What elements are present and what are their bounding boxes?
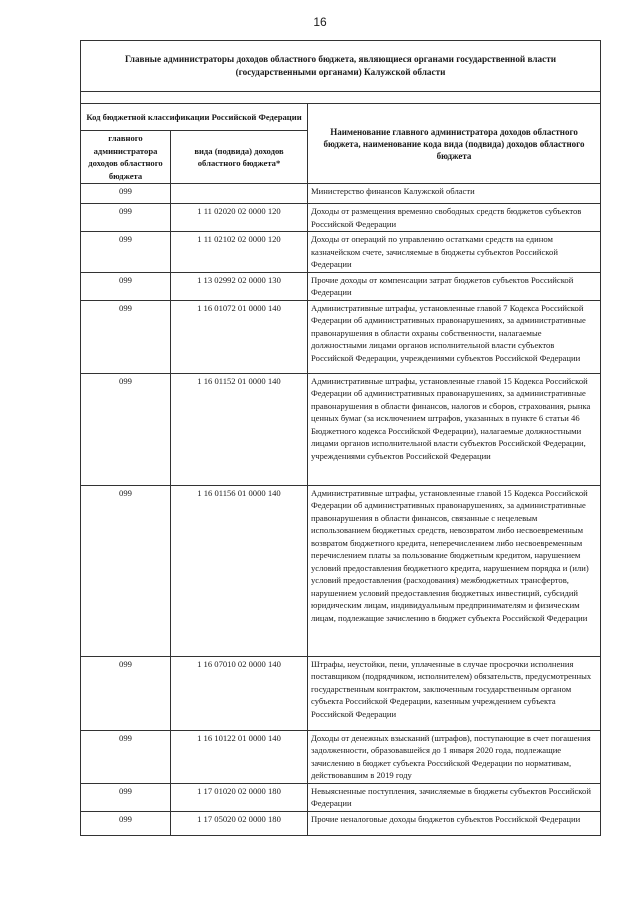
- admin-code-cell: 099: [81, 811, 171, 835]
- table-row: [81, 373, 601, 485]
- header-revenue-code: вида (подвида) доходов областного бюджета*: [171, 131, 308, 184]
- table-row: [81, 811, 601, 835]
- header-classification-code: Код бюджетной классификации Российской Федерации: [81, 104, 308, 131]
- revenue-name-cell: Прочие доходы от компенсации затрат бюджетов субъектов Российской Федерации: [308, 272, 601, 300]
- revenue-name-cell: Административные штрафы, установленные главой 7 Кодекса Российской Федерации об административных правонарушениях, за административные правонарушения в области охраны собственности, налагаемые должностными лицами органов исполнительной власти субъектов Российской Федерации, учреждениями субъектов Российской Федерации: [308, 300, 601, 373]
- revenue-code-cell: 1 11 02102 02 0000 120: [171, 232, 308, 273]
- revenue-code-cell: 1 17 01020 02 0000 180: [171, 783, 308, 811]
- revenue-code-cell: 1 16 10122 01 0000 140: [171, 730, 308, 783]
- table-row: [81, 204, 601, 232]
- admin-code-cell: 099: [81, 730, 171, 783]
- table-row: [81, 232, 601, 273]
- admin-code-cell: 099: [81, 485, 171, 656]
- table-body: [81, 184, 601, 836]
- table-title: Главные администраторы доходов областного бюджета, являющиеся органами государственной власти (государственными органами) Калужской области: [81, 41, 601, 92]
- table-row: [81, 485, 601, 656]
- header-name: Наименование главного администратора доходов областного бюджета, наименование кода вида (подвида) доходов областного бюджета: [308, 104, 601, 184]
- spacer-row: [81, 92, 601, 104]
- header-row-1: [81, 104, 601, 131]
- revenue-administrators-table: [80, 40, 601, 836]
- table-row: [81, 184, 601, 204]
- revenue-code-cell: 1 11 02020 02 0000 120: [171, 204, 308, 232]
- revenue-code-cell: 1 17 05020 02 0000 180: [171, 811, 308, 835]
- revenue-name-cell: Министерство финансов Калужской области: [308, 184, 601, 204]
- admin-code-cell: 099: [81, 272, 171, 300]
- revenue-code-cell: [171, 184, 308, 204]
- admin-code-cell: 099: [81, 656, 171, 730]
- admin-code-cell: 099: [81, 300, 171, 373]
- revenue-name-cell: Прочие неналоговые доходы бюджетов субъектов Российской Федерации: [308, 811, 601, 835]
- revenue-name-cell: Доходы от операций по управлению остатками средств на едином казначейском счете, зачисляемые в бюджеты субъектов Российской Федерации: [308, 232, 601, 273]
- header-admin-code: главного администратора доходов областного бюджета: [81, 131, 171, 184]
- table-row: [81, 300, 601, 373]
- admin-code-cell: 099: [81, 184, 171, 204]
- revenue-code-cell: 1 16 01072 01 0000 140: [171, 300, 308, 373]
- revenue-code-cell: 1 13 02992 02 0000 130: [171, 272, 308, 300]
- table-title-row: [81, 41, 601, 92]
- admin-code-cell: 099: [81, 204, 171, 232]
- revenue-name-cell: Административные штрафы, установленные главой 15 Кодекса Российской Федерации об административных правонарушениях, за административные правонарушения в области финансов, связанные с нецелевым использованием бюджетных средств, невозвратом либо несвоевременным возвратом бюджетного кредита, неперечислением либо несвоевременным перечислением платы за пользование бюджетным кредитом, нарушением условий предоставления бюджетного кредита, нарушением порядка и (или) условий предоставления (расходования) межбюджетных трансфертов, нарушением условий предоставления бюджетных инвестиций, субсидий юридическим лицам, индивидуальным предпринимателям и физическим лицам, подлежащие зачислению в бюджет субъекта Российской Федерации: [308, 485, 601, 656]
- revenue-code-cell: 1 16 07010 02 0000 140: [171, 656, 308, 730]
- table-row: [81, 783, 601, 811]
- table-row: [81, 656, 601, 730]
- revenue-name-cell: Доходы от размещения временно свободных средств бюджетов субъектов Российской Федерации: [308, 204, 601, 232]
- admin-code-cell: 099: [81, 373, 171, 485]
- revenue-name-cell: Штрафы, неустойки, пени, уплаченные в случае просрочки исполнения поставщиком (подрядчиком, исполнителем) обязательств, предусмотренных государственным контрактом, заключенным государственным органом субъекта Российской Федерации, казенным учреждением субъекта Российской Федерации: [308, 656, 601, 730]
- revenue-code-cell: 1 16 01156 01 0000 140: [171, 485, 308, 656]
- revenue-name-cell: Доходы от денежных взысканий (штрафов), поступающие в счет погашения задолженности, образовавшейся до 1 января 2020 года, подлежащие зачислению в бюджет субъекта Российской Федерации по нормативам, действовавшим в 2019 году: [308, 730, 601, 783]
- page-number: 16: [313, 15, 327, 29]
- table-row: [81, 730, 601, 783]
- table-row: [81, 272, 601, 300]
- revenue-name-cell: Административные штрафы, установленные главой 15 Кодекса Российской Федерации об административных правонарушениях, за административные правонарушения в области финансов, налогов и сборов, страхования, рынка ценных бумаг (за исключением штрафов, указанных в пункте 6 статьи 46 Бюджетного кодекса Российской Федерации), налагаемые должностными лицами органов исполнительной власти субъектов Российской Федерации, учреждениями субъектов Российской Федерации: [308, 373, 601, 485]
- revenue-name-cell: Невыясненные поступления, зачисляемые в бюджеты субъектов Российской Федерации: [308, 783, 601, 811]
- revenue-code-cell: 1 16 01152 01 0000 140: [171, 373, 308, 485]
- admin-code-cell: 099: [81, 232, 171, 273]
- admin-code-cell: 099: [81, 783, 171, 811]
